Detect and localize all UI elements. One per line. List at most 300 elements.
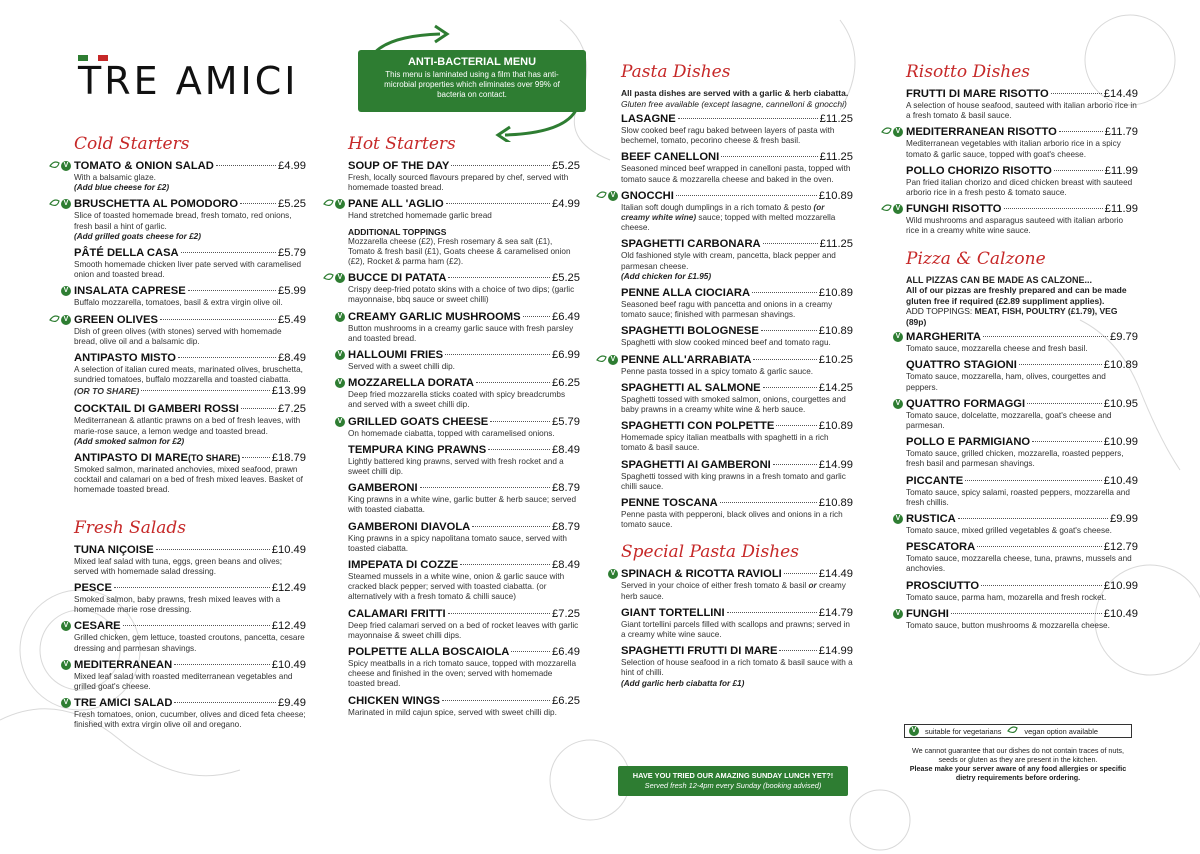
item-desc-text: Spaghetti with slow cooked minced beef and tomato ragu. — [621, 338, 831, 348]
menu-item — [906, 475, 1138, 508]
item-line — [348, 608, 580, 621]
special-pasta-list — [610, 568, 853, 688]
item-price: £8.79 — [552, 482, 580, 495]
sunday-line-2: Served fresh 12-4pm every Sunday (booking advised) — [644, 781, 822, 790]
dot-leader — [511, 651, 550, 652]
legend-veg: suitable for vegetarians — [925, 726, 1002, 736]
dot-leader — [178, 357, 276, 358]
dot-leader — [174, 664, 270, 665]
item-price: £8.49 — [552, 443, 580, 456]
item-description — [74, 595, 306, 615]
item-line — [348, 695, 580, 708]
menu-item — [621, 607, 853, 640]
dot-leader — [448, 613, 550, 614]
dietary-marks — [608, 569, 618, 579]
item-line — [621, 607, 853, 620]
item-name: SPAGHETTI BOLOGNESE — [621, 325, 759, 338]
menu-item — [621, 382, 853, 415]
item-line — [906, 475, 1138, 488]
item-desc-text: On homemade ciabatta, topped with caramelised onions. — [348, 428, 555, 438]
item-desc-text: Smoked salmon, baby prawns, fresh mixed leaves with a homemade marie rose dressing. — [74, 595, 281, 615]
item-description — [621, 581, 853, 601]
item-desc-text-2: sauce; topped with melted mozzarella cheese. — [621, 213, 836, 233]
item-name: SPAGHETTI AI GAMBERONI — [621, 458, 771, 471]
item-name: GREEN OLIVES — [74, 313, 158, 326]
item-desc-text: Penne pasta tossed in a spicy tomato & garlic sauce. — [621, 366, 814, 376]
dot-leader — [445, 354, 550, 355]
item-name: MOZZARELLA DORATA — [348, 377, 474, 390]
item-desc-text: Tomato sauce, mixed grilled vegetables & goat's cheese. — [906, 525, 1112, 535]
item-line — [621, 459, 853, 472]
item-description — [74, 557, 306, 577]
item-price: £10.49 — [271, 543, 306, 556]
item-desc-bold: or — [808, 581, 817, 591]
cold-starters-list — [63, 160, 306, 496]
dot-leader — [727, 612, 817, 613]
item-description — [906, 139, 1138, 159]
menu-item — [348, 559, 580, 603]
item-line — [906, 541, 1138, 554]
menu-item — [621, 287, 853, 320]
pizza-toppings: MEAT, FISH, POULTRY (£1.79), VEG (89p) — [906, 306, 1118, 327]
item-price: £11.25 — [819, 238, 853, 251]
dot-leader — [174, 702, 276, 703]
item-note: (or creamy white wine) — [621, 202, 825, 223]
item-description — [906, 216, 1138, 236]
item-price: £5.49 — [278, 313, 306, 326]
pizza-intro — [906, 275, 1138, 328]
item-description — [74, 173, 306, 183]
dot-leader — [977, 546, 1102, 547]
item-name: RUSTICA — [906, 512, 956, 525]
item-note: (Add smoked salmon for £2) — [74, 436, 185, 446]
item-name: BRUSCHETTA AL POMODORO — [74, 198, 239, 211]
dietary-marks — [61, 621, 71, 631]
item-desc-text: Tomato sauce, grilled chicken, mozzarella, roasted peppers, fresh basil and parmesan shavings. — [906, 449, 1124, 469]
item-name: POLLO CHORIZO RISOTTO — [906, 164, 1052, 177]
item-line — [348, 272, 580, 285]
item-extra-price: £13.99 — [271, 385, 306, 398]
item-price: £5.25 — [552, 160, 580, 172]
dot-leader — [753, 359, 816, 360]
item-description — [621, 126, 853, 146]
item-line — [906, 436, 1138, 449]
item-price: £10.99 — [1103, 579, 1138, 592]
item-desc-text: Homemade spicy italian meatballs with spaghetti in a rich tomato & basil sauce. — [621, 433, 829, 453]
item-desc-text: Slice of toasted homemade bread, fresh tomato, red onions, fresh basil a hint of garlic. — [74, 211, 292, 231]
vegetarian-icon: V — [61, 621, 71, 631]
dot-leader — [123, 625, 270, 626]
item-price: £5.25 — [278, 198, 306, 211]
item-description — [348, 211, 580, 221]
dot-leader — [160, 319, 276, 320]
fresh-salads-list — [63, 543, 306, 731]
item-line — [906, 165, 1138, 178]
item-description — [906, 526, 1138, 536]
item-name: MEDITERRANEAN RISOTTO — [906, 126, 1057, 139]
item-description — [906, 344, 1138, 354]
item-price: £10.49 — [271, 658, 306, 671]
item-desc-text: Mixed leaf salad with tuna, eggs, green beans and olives; served with homemade salad dressing. — [74, 556, 283, 576]
dot-leader — [448, 277, 550, 278]
menu-item — [621, 645, 853, 689]
item-description — [621, 338, 853, 348]
dietary-marks — [61, 660, 71, 670]
item-desc-text: With a balsamic glaze. — [74, 173, 156, 182]
item-price: £7.25 — [278, 403, 306, 416]
item-description — [621, 620, 853, 640]
menu-item — [895, 126, 1138, 159]
vegetarian-icon: V — [61, 199, 71, 209]
item-name: POLPETTE ALLA BOSCAIOLA — [348, 646, 510, 659]
vegan-option-icon — [323, 199, 334, 209]
item-line — [621, 497, 853, 510]
dietary-marks — [881, 204, 903, 214]
menu-item — [906, 359, 1138, 392]
item-line — [348, 377, 580, 390]
item-price: £11.25 — [819, 151, 853, 164]
item-desc-text: Tomato sauce, spicy salami, roasted peppers, mozzarella and fresh chillis. — [906, 487, 1130, 507]
item-description — [348, 621, 580, 641]
menu-item — [895, 512, 1138, 536]
item-desc-text: Served with a sweet chilli dip. — [348, 362, 455, 372]
menu-item — [337, 349, 580, 372]
dot-leader — [242, 457, 269, 458]
pizza-intro-1: ALL PIZZAS CAN BE MADE AS CALZONE... — [906, 274, 1093, 285]
item-price: £12.49 — [271, 582, 306, 595]
menu-item — [621, 151, 853, 184]
dot-leader — [1027, 403, 1102, 404]
legend-vegan: vegan option available — [1024, 726, 1098, 736]
item-price: £10.49 — [1103, 607, 1138, 620]
dot-leader — [981, 585, 1102, 586]
item-line — [621, 113, 853, 126]
dot-leader — [1032, 441, 1102, 442]
item-desc-text: Old fashioned style with cream, pancetta, black pepper and parmesan cheese. — [621, 251, 836, 271]
item-price: £11.99 — [1104, 164, 1138, 177]
dot-leader — [451, 165, 550, 166]
item-description — [906, 554, 1138, 574]
menu-item — [348, 482, 580, 515]
dietary-marks — [335, 378, 345, 388]
item-price: £14.49 — [1103, 88, 1138, 100]
item-extra-label: (OR TO SHARE) — [74, 386, 140, 397]
vegetarian-icon: V — [893, 399, 903, 409]
item-description — [74, 633, 306, 653]
item-desc-text: Penne pasta with pepperoni, black olives and onions in a rich tomato sauce. — [621, 510, 843, 530]
dietary-marks — [893, 609, 903, 619]
pizza-list — [895, 331, 1138, 631]
menu-item — [895, 331, 1138, 354]
item-description — [348, 572, 580, 603]
item-description — [906, 593, 1138, 603]
item-name: QUATTRO STAGIONI — [906, 359, 1017, 372]
item-description — [348, 659, 580, 690]
item-line — [74, 452, 306, 465]
dietary-marks — [335, 312, 345, 322]
dietary-marks — [893, 514, 903, 524]
item-line — [348, 444, 580, 457]
item-price: £10.95 — [1103, 397, 1138, 410]
additional-toppings-desc: Mozzarella cheese (£2), Fresh rosemary & sea salt (£1), Tomato & fresh basil (£1), Goats cheese & caramelised onion (£2), Rocket & parma ham (£2). — [348, 236, 571, 267]
dot-leader — [763, 243, 818, 244]
hot-starters-top — [337, 160, 580, 267]
item-description — [74, 260, 306, 280]
menu-item — [621, 420, 853, 453]
section-title-risotto: Risotto Dishes — [906, 62, 1031, 82]
item-name: BEEF CANELLONI — [621, 151, 720, 164]
item-line — [348, 198, 580, 211]
item-name: GRILLED GOATS CHEESE — [348, 415, 489, 428]
dot-leader — [752, 292, 817, 293]
item-name: TRE AMICI SALAD — [74, 697, 173, 710]
vegetarian-icon: V — [608, 191, 618, 201]
item-desc-text: Tomato sauce, button mushrooms & mozzarella cheese. — [906, 620, 1110, 630]
item-line — [348, 160, 580, 173]
dot-leader — [442, 700, 550, 701]
item-description — [348, 285, 580, 305]
item-description — [906, 449, 1138, 469]
menu-item — [74, 247, 306, 280]
item-price: £6.49 — [552, 310, 580, 323]
dot-leader — [1054, 170, 1103, 171]
item-name: FUNGHI RISOTTO — [906, 203, 1002, 216]
dietary-marks — [893, 399, 903, 409]
item-line — [74, 544, 306, 557]
item-line — [74, 697, 306, 710]
dot-leader — [188, 290, 276, 291]
item-name: PENNE ALL'ARRABIATA — [621, 353, 752, 366]
item-line — [906, 398, 1138, 411]
item-name: GAMBERONI DIAVOLA — [348, 520, 471, 533]
item-description — [621, 510, 853, 530]
item-desc-text: A selection of italian cured meats, marinated olives, bruschetta, sundried tomatoes, buffalo mozzarella and toasted ciabatta. — [74, 365, 303, 385]
dot-leader — [523, 316, 550, 317]
menu-item — [74, 452, 306, 496]
item-name: GIANT TORTELLINI — [621, 606, 725, 619]
menu-item — [74, 582, 306, 615]
item-name: SPAGHETTI CON POLPETTE — [621, 420, 775, 433]
item-description — [348, 534, 580, 554]
dietary-marks — [49, 315, 71, 325]
item-name: CREAMY GARLIC MUSHROOMS — [348, 310, 521, 323]
item-description — [74, 365, 306, 398]
item-line — [74, 620, 306, 633]
item-price: £8.49 — [278, 352, 306, 365]
item-price: £9.79 — [1110, 331, 1138, 344]
dot-leader — [1051, 93, 1102, 94]
item-name: INSALATA CAPRESE — [74, 285, 186, 298]
dietary-marks — [893, 332, 903, 342]
item-name: SPAGHETTI CARBONARA — [621, 238, 761, 251]
item-line — [621, 354, 853, 367]
item-price: £10.25 — [818, 353, 853, 366]
item-price: £6.25 — [552, 694, 580, 707]
dot-leader — [472, 526, 550, 527]
item-name: QUATTRO FORMAGGI — [906, 397, 1026, 410]
menu-item — [337, 415, 580, 439]
vegan-option-icon — [49, 315, 60, 325]
vegetarian-icon: V — [61, 698, 71, 708]
item-line — [74, 198, 306, 211]
item-desc-text: Hand stretched homemade garlic bread — [348, 211, 492, 221]
dot-leader — [476, 382, 550, 383]
item-description — [348, 390, 580, 410]
item-name: FUNGHI — [906, 607, 949, 620]
item-desc-text: Tomato sauce, mozzarella, ham, olives, courgettes and peppers. — [906, 372, 1106, 392]
vegetarian-icon: V — [61, 660, 71, 670]
item-name: IMPEPATA DI COZZE — [348, 559, 459, 572]
item-desc-text: Grilled chicken, gem lettuce, toasted croutons, pancetta, cesare dressing and parmesan shavings. — [74, 633, 305, 653]
menu-item — [906, 436, 1138, 469]
dot-leader — [761, 330, 817, 331]
item-desc-text: Giant tortellini parcels filled with scallops and prawns; served in a creamy white wine sauce. — [621, 619, 850, 640]
item-line — [621, 325, 853, 338]
pizza-intro-2: All of our pizzas are freshly prepared and can be made gluten free if required (£2.89 suppliment applies). — [906, 285, 1127, 306]
dot-leader — [773, 464, 817, 465]
item-desc-text: Spaghetti tossed with king prawns in a fresh tomato and garlic chilli sauce. — [621, 471, 846, 491]
item-description — [906, 178, 1138, 198]
item-desc-text: Mediterranean vegetables with italian arborio rice in a spicy tomato & garlic sauce, topped with goat's cheese. — [906, 139, 1121, 159]
item-name: TEMPURA KING PRAWNS — [348, 443, 487, 456]
item-price: £5.79 — [552, 415, 580, 428]
item-price: £14.49 — [818, 568, 853, 581]
vegetarian-icon: V — [335, 350, 345, 360]
item-line — [74, 314, 306, 327]
menu-item — [337, 310, 580, 344]
dot-leader — [141, 390, 270, 391]
menu-item — [621, 325, 853, 348]
item-price: £10.89 — [818, 497, 853, 510]
vegetarian-icon: V — [893, 609, 903, 619]
item-name: PROSCIUTTO — [906, 579, 980, 592]
item-description — [74, 416, 306, 436]
item-desc-text: Lightly battered king prawns, served with fresh rocket and a sweet chilli dip. — [348, 456, 564, 477]
item-line — [74, 659, 306, 672]
item-desc-text: Pan fried italian chorizo and diced chicken breast with sauteed arborio rice in a fresh pesto & tomato sauce. — [906, 177, 1133, 198]
item-price: £4.99 — [278, 160, 306, 172]
item-extra-line — [74, 385, 306, 398]
item-name: FRUTTI DI MARE RISOTTO — [906, 88, 1049, 100]
item-description — [621, 300, 853, 320]
item-price: £11.79 — [1104, 126, 1138, 139]
item-line — [906, 580, 1138, 593]
item-desc-text: Wild mushrooms and asparagus sauteed with italian arborio rice in a creamy white wine sauce. — [906, 216, 1124, 236]
dot-leader — [983, 336, 1108, 337]
dot-leader — [763, 387, 817, 388]
item-price: £10.89 — [1103, 359, 1138, 372]
dietary-marks — [61, 698, 71, 708]
pasta-intro-1: All pasta dishes are served with a garlic & herb ciabatta. — [621, 88, 849, 98]
item-desc-text: Tomato sauce, mozzarella cheese, tuna, prawns, mussels and anchovies. — [906, 554, 1132, 574]
item-line — [348, 482, 580, 495]
menu-item — [895, 203, 1138, 236]
column-risotto-pizza — [895, 62, 1138, 636]
vegetarian-icon: V — [61, 161, 71, 171]
vegetarian-icon: V — [335, 199, 345, 209]
dietary-marks — [335, 350, 345, 360]
menu-item — [895, 397, 1138, 431]
item-description — [348, 429, 580, 439]
item-price: £6.99 — [552, 349, 580, 362]
item-description — [348, 495, 580, 515]
item-description — [74, 710, 306, 730]
item-price: £10.89 — [818, 189, 853, 202]
dot-leader — [965, 480, 1102, 481]
item-desc-text: Selection of house seafood in a rich tomato & basil sauce with a hint of chilli. — [621, 658, 853, 678]
item-desc-text: Crispy deep-fried potato skins with a choice of two dips; (garlic mayonnaise, bbq sauce or sweet chilli) — [348, 285, 575, 305]
item-desc-text: Tomato sauce, parma ham, mozarella and fresh rocket. — [906, 592, 1107, 602]
item-desc-text-2: creamy herb sauce. — [621, 581, 846, 601]
dot-leader — [446, 203, 550, 204]
sunday-lunch-banner — [618, 766, 848, 796]
vegetarian-icon: V — [61, 315, 71, 325]
menu-item — [63, 313, 306, 347]
item-line — [621, 382, 853, 395]
item-description — [621, 367, 853, 377]
dot-leader — [958, 518, 1108, 519]
item-price: £9.49 — [278, 697, 306, 710]
menu-item — [348, 444, 580, 477]
item-description — [906, 372, 1138, 392]
menu-item — [63, 658, 306, 692]
item-note: (Add garlic herb ciabatta for £1) — [621, 678, 745, 688]
item-name: BUCCE DI PATATA — [348, 272, 447, 285]
additional-toppings-title: ADDITIONAL TOPPINGS — [348, 226, 447, 237]
item-desc-text: Tomato sauce, dolcelatte, mozzarella, goat's cheese and parmesan. — [906, 410, 1112, 430]
item-description — [74, 327, 306, 347]
item-note: (Add blue cheese for £2) — [74, 183, 170, 193]
dietary-marks — [323, 199, 345, 209]
menu-item — [621, 459, 853, 492]
item-line — [906, 359, 1138, 372]
item-line — [348, 416, 580, 429]
item-line — [621, 151, 853, 164]
item-description — [621, 433, 853, 453]
item-desc-text: A selection of house seafood, sauteed with italian arborio rice in a fresh tomato & basil sauce. — [906, 101, 1137, 121]
section-title-fresh-salads: Fresh Salads — [74, 517, 187, 538]
dot-leader — [181, 252, 276, 253]
item-price: £10.99 — [1103, 436, 1138, 449]
column-cold-starters-salads — [63, 134, 306, 736]
menu-item — [621, 497, 853, 530]
item-price: £12.79 — [1103, 541, 1138, 554]
column-hot-starters — [337, 134, 580, 723]
item-name: GAMBERONI — [348, 482, 418, 495]
menu-item — [63, 160, 306, 193]
item-price: £8.49 — [552, 559, 580, 572]
dot-leader — [460, 564, 550, 565]
risotto-list — [895, 88, 1138, 237]
vegetarian-icon: V — [893, 204, 903, 214]
item-desc-text: Mixed leaf salad with roasted mediterranean vegetables and grilled goat's cheese. — [74, 671, 293, 692]
pizza-toppings-label: ADD TOPPINGS: — [906, 306, 973, 317]
item-description — [906, 411, 1138, 431]
vegan-option-icon — [596, 191, 607, 201]
item-description — [74, 211, 306, 231]
item-name: HALLOUMI FRIES — [348, 349, 444, 362]
item-description — [74, 298, 306, 308]
item-line — [621, 238, 853, 251]
vegetarian-icon: V — [893, 127, 903, 137]
item-note: (Add grilled goats cheese for £2) — [74, 231, 201, 241]
item-name: PICCANTE — [906, 474, 964, 487]
item-price: £5.25 — [552, 272, 580, 285]
section-title-hot-starters: Hot Starters — [348, 134, 456, 154]
dot-leader — [721, 156, 817, 157]
item-price: £10.89 — [818, 287, 853, 300]
item-desc-text: Italian soft dough dumplings in a rich tomato & pesto — [621, 202, 812, 212]
